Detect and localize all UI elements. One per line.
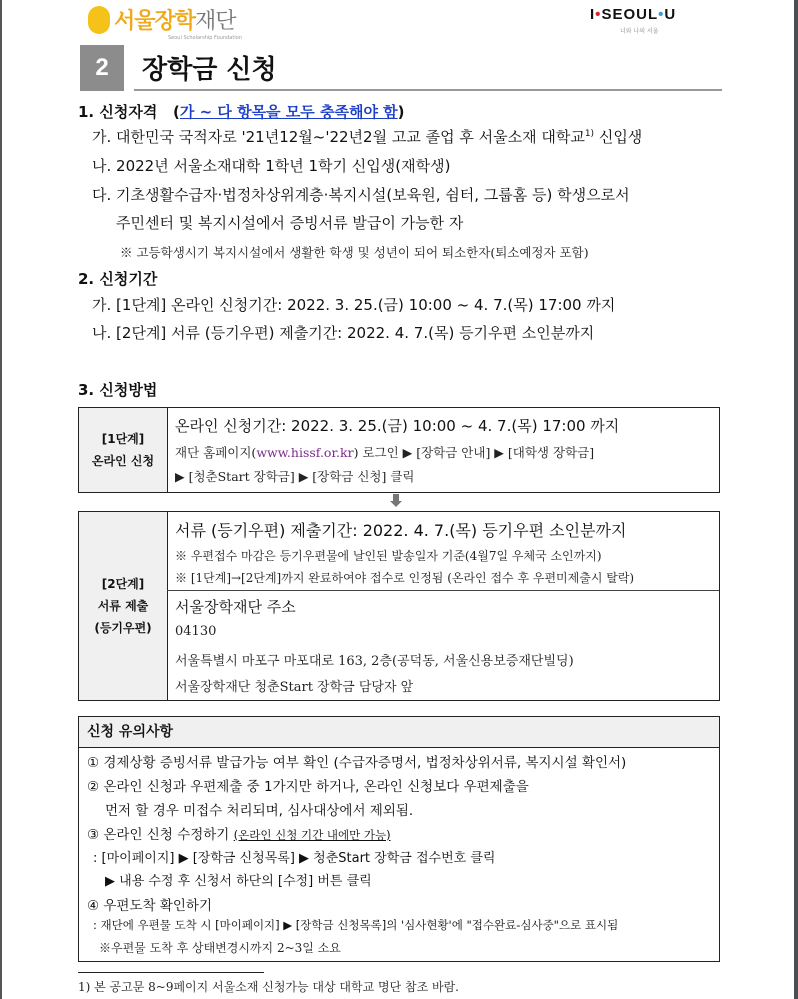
address-title: 서울장학재단 주소 xyxy=(175,598,296,616)
seoul-scholarship-logo xyxy=(88,4,248,40)
item-prefix: 다. xyxy=(92,186,112,204)
step2-note2: ※ [1단계]→[2단계]까지 완료하여야 접수로 인정됨 (온라인 접수 후 우편미제출시 탈락) xyxy=(175,571,635,585)
step2-title: 서류 (등기우편) 제출기간: 2022. 4. 7.(목) 등기우편 소인분까지 xyxy=(175,521,627,540)
eligibility-heading-text: 1. 신청자격 xyxy=(78,103,158,121)
note-item-3-condition: (온라인 신청 기간 내에만 가능) xyxy=(233,828,391,842)
condition-link[interactable]: 가 ~ 다 항목을 모두 충족해야 함 xyxy=(179,103,398,121)
step2-label-line3: (등기우편) xyxy=(94,621,152,635)
period-item-na xyxy=(92,322,594,343)
note-item-1: ① 경제상황 증빙서류 발급가능 여부 확인 (수급자증명서, 법정차상위서류, 복지시설 확인서) xyxy=(87,755,627,771)
step1-line2 xyxy=(175,443,594,461)
item-prefix: 나. xyxy=(92,324,112,342)
paren-open: ( xyxy=(173,103,180,121)
page-left-border xyxy=(0,0,2,999)
logo-seoul: SEOUL xyxy=(601,6,659,23)
method-heading: 3. 신청방법 xyxy=(78,381,158,399)
footnote-separator xyxy=(78,972,264,973)
eligibility-item-ga xyxy=(92,126,642,147)
blue-dot-icon: • xyxy=(658,6,665,23)
eligibility-heading xyxy=(78,101,405,122)
logo-badge-icon xyxy=(88,6,110,34)
step2-box xyxy=(78,511,720,701)
iseoulu-tagline: 너와 나의 서울 xyxy=(620,28,659,35)
item-prefix: 나. xyxy=(92,157,112,175)
paren-close: ) xyxy=(397,103,405,121)
recipient: 서울장학재단 청춘Start 장학금 담당자 앞 xyxy=(175,680,414,695)
step2-body xyxy=(167,512,719,700)
step1-label-line2: 온라인 신청 xyxy=(91,454,155,468)
step1-label xyxy=(79,408,168,492)
eligibility-item-na xyxy=(92,155,450,176)
item-text-after: 신입생 xyxy=(594,128,643,146)
logo-text-suffix: 재단 xyxy=(195,9,236,34)
step2-label-line2: 서류 제출 xyxy=(97,599,149,613)
item-text: [2단계] 서류 (등기우편) 제출기간: 2022. 4. 7.(목) 등기우편 소인분까지 xyxy=(116,324,595,342)
logo-text-main: 서울장학 xyxy=(114,9,196,34)
step2-note1: ※ 우편접수 마감은 등기우편물에 날인된 발송일자 기준(4월7일 우체국 소인까지) xyxy=(175,549,602,563)
note-item-2-line2: 먼저 할 경우 미접수 처리되며, 심사대상에서 제외됨. xyxy=(105,803,414,819)
step2-divider xyxy=(167,590,719,591)
item-prefix: 가. xyxy=(92,128,112,146)
eligibility-note: ※ 고등학생시기 복지시설에서 생활한 학생 및 성년이 되어 퇴소한자(퇴소예정자 포함) xyxy=(120,245,589,260)
logo-i: I xyxy=(590,6,596,23)
eligibility-item-da xyxy=(92,184,630,205)
step1-title: 온라인 신청기간: 2022. 3. 25.(금) 10:00 ~ 4. 7.(목) 17:00 까지 xyxy=(175,417,620,435)
item-text: 대한민국 국적자로 '21년12월~'22년2월 고교 졸업 후 서울소재 대학교 xyxy=(116,128,585,146)
note-item-4-title: ④ 우편도착 확인하기 xyxy=(87,898,213,914)
step1-label-line1: [1단계] xyxy=(101,432,145,446)
note-item-2-line1: ② 온라인 신청과 우편제출 중 1가지만 하거나, 온라인 신청보다 우편제출을 xyxy=(87,779,529,795)
notes-heading: 신청 유의사항 xyxy=(79,717,719,748)
period-item-ga xyxy=(92,294,615,315)
item-text: 2022년 서울소재대학 1학년 1학기 신입생(재학생) xyxy=(116,157,451,175)
page-title: 장학금 신청 xyxy=(142,55,277,85)
step2-label xyxy=(79,512,168,700)
red-dot-icon: • xyxy=(595,6,602,23)
notes-box xyxy=(78,716,720,962)
step2-label-line1: [2단계] xyxy=(101,577,145,591)
step1-line2-pre: 재단 홈페이지( xyxy=(175,445,257,460)
note-item-3-title-text: ③ 온라인 신청 수정하기 xyxy=(87,827,230,843)
arrow-down-icon xyxy=(390,494,402,508)
title-underline xyxy=(134,89,722,91)
eligibility-item-da-continuation: 주민센터 및 복지시설에서 증빙서류 발급이 가능한 자 xyxy=(116,214,464,232)
arrow-stem xyxy=(393,494,399,501)
step1-box xyxy=(78,407,720,493)
postal-code: 04130 xyxy=(175,624,217,639)
note-item-3-title xyxy=(87,823,391,843)
period-heading: 2. 신청기간 xyxy=(78,270,158,288)
step1-line2-post: ) 로그인 ▶ [장학금 안내] ▶ [대학생 장학금] xyxy=(353,445,595,460)
homepage-link[interactable]: www.hissf.or.kr xyxy=(256,445,354,460)
viewer-scrollbar[interactable] xyxy=(794,0,798,999)
step1-body xyxy=(167,408,719,492)
item-text: 기초생활수급자·법정차상위계층·복지시설(보육원, 쉼터, 그룹홈 등) 학생으로서 xyxy=(116,186,630,204)
item-prefix: 가. xyxy=(92,296,112,314)
arrow-head xyxy=(390,501,402,507)
note-item-4-note: ※우편물 도착 후 상태변경시까지 2~3일 소요 xyxy=(99,941,341,955)
step1-line3: ▶ [청춘Start 장학금] ▶ [장학금 신청] 클릭 xyxy=(175,469,415,484)
footnote-ref[interactable]: 1) xyxy=(584,129,595,139)
iseoulu-logo xyxy=(590,6,676,23)
note-item-3-line2: : [마이페이지] ▶ [장학금 신청목록] ▶ 청춘Start 장학금 접수번호 클릭 xyxy=(93,851,496,866)
footnote: 1) 본 공고문 8~9페이지 서울소재 신청가능 대상 대학교 명단 참조 바람. xyxy=(78,980,459,994)
note-item-4-line2: : 재단에 우편물 도착 시 [마이페이지] ▶ [장학금 신청목록]의 '심사현황'에 "접수완료-심사중"으로 표시됨 xyxy=(93,918,619,932)
logo-u: U xyxy=(664,6,677,23)
section-number: 2 xyxy=(80,45,124,91)
logo-subtitle: Seoul Scholarship Foundation xyxy=(168,35,242,41)
item-text: [1단계] 온라인 신청기간: 2022. 3. 25.(금) 10:00 ~ 4. 7.(목) 17:00 까지 xyxy=(116,296,616,314)
address: 서울특별시 마포구 마포대로 163, 2층(공덕동, 서울신용보증재단빌딩) xyxy=(175,654,574,669)
note-item-3-line3: ▶ 내용 수정 후 신청서 하단의 [수정] 버튼 클릭 xyxy=(105,874,372,889)
